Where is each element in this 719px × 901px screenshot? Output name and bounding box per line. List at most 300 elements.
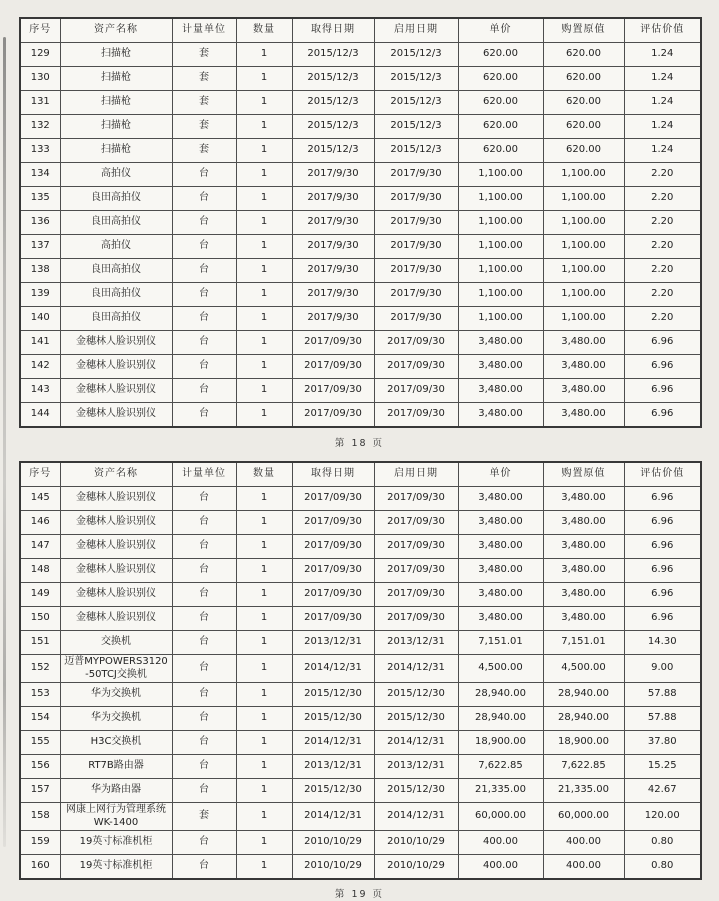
cell: 620.00: [458, 67, 543, 91]
cell: 台: [172, 583, 236, 607]
cell: 良田高拍仪: [60, 187, 172, 211]
cell: 28,940.00: [458, 683, 543, 707]
cell: 1: [236, 607, 292, 631]
cell: 3,480.00: [543, 379, 624, 403]
cell: 扫描枪: [60, 43, 172, 67]
asset-table-page-18: [19, 17, 702, 428]
cell: 高拍仪: [60, 163, 172, 187]
table-row: [20, 779, 701, 803]
cell: 620.00: [458, 91, 543, 115]
cell: 2014/12/31: [374, 803, 458, 831]
cell: 140: [20, 307, 60, 331]
cell: 2015/12/30: [374, 779, 458, 803]
cell: 14.30: [624, 631, 701, 655]
cell: 网康上网行为管理系统WK-1400: [60, 803, 172, 831]
cell: 1: [236, 831, 292, 855]
cell: 3,480.00: [543, 487, 624, 511]
cell: 1: [236, 355, 292, 379]
cell: 6.96: [624, 511, 701, 535]
cell: 4,500.00: [543, 655, 624, 683]
cell: 金穗林人脸识别仪: [60, 511, 172, 535]
cell: 1,100.00: [543, 307, 624, 331]
cell: 台: [172, 831, 236, 855]
cell: 1: [236, 559, 292, 583]
table-row: [20, 631, 701, 655]
cell: 1,100.00: [543, 187, 624, 211]
cell: 交换机: [60, 631, 172, 655]
cell: 1: [236, 91, 292, 115]
cell: 6.96: [624, 487, 701, 511]
cell: 2017/9/30: [374, 187, 458, 211]
cell: 1: [236, 487, 292, 511]
table-row: [20, 259, 701, 283]
cell: 3,480.00: [543, 607, 624, 631]
cell: 2013/12/31: [374, 755, 458, 779]
cell: 华为交换机: [60, 683, 172, 707]
table-row: [20, 487, 701, 511]
cell: 金穗林人脸识别仪: [60, 331, 172, 355]
cell: 套: [172, 115, 236, 139]
cell: 套: [172, 803, 236, 831]
cell: 1: [236, 855, 292, 880]
cell: 台: [172, 511, 236, 535]
cell: 2017/9/30: [292, 283, 374, 307]
cell: 3,480.00: [543, 403, 624, 428]
cell: 1,100.00: [458, 211, 543, 235]
cell: 2017/9/30: [292, 259, 374, 283]
table-row: [20, 115, 701, 139]
cell: 155: [20, 731, 60, 755]
cell: 131: [20, 91, 60, 115]
cell: 台: [172, 855, 236, 880]
table-row: [20, 379, 701, 403]
table-row: [20, 43, 701, 67]
cell: 153: [20, 683, 60, 707]
cell: 158: [20, 803, 60, 831]
cell: 金穗林人脸识别仪: [60, 583, 172, 607]
cell: 2015/12/3: [374, 91, 458, 115]
cell: 620.00: [543, 115, 624, 139]
cell: 2017/09/30: [374, 355, 458, 379]
cell: 57.88: [624, 683, 701, 707]
cell: 18,900.00: [543, 731, 624, 755]
cell: 2010/10/29: [292, 831, 374, 855]
cell: 金穗林人脸识别仪: [60, 355, 172, 379]
cell: 130: [20, 67, 60, 91]
cell: 台: [172, 655, 236, 683]
cell: 2015/12/30: [374, 707, 458, 731]
cell: 6.96: [624, 331, 701, 355]
cell: 148: [20, 559, 60, 583]
table-row: [20, 683, 701, 707]
cell: 1,100.00: [458, 235, 543, 259]
cell: 1: [236, 259, 292, 283]
cell: 400.00: [543, 831, 624, 855]
cell: 良田高拍仪: [60, 259, 172, 283]
table-row: [20, 283, 701, 307]
cell: 2.20: [624, 235, 701, 259]
cell: 金穗林人脸识别仪: [60, 607, 172, 631]
cell: 2015/12/3: [374, 67, 458, 91]
cell: 0.80: [624, 855, 701, 880]
cell: 2014/12/31: [292, 655, 374, 683]
cell: 2015/12/30: [292, 683, 374, 707]
cell: 高拍仪: [60, 235, 172, 259]
cell: 1: [236, 115, 292, 139]
cell: 2017/09/30: [374, 331, 458, 355]
cell: 137: [20, 235, 60, 259]
cell: 21,335.00: [458, 779, 543, 803]
cell: 2017/09/30: [374, 379, 458, 403]
cell: 台: [172, 235, 236, 259]
cell: 1: [236, 235, 292, 259]
cell: 台: [172, 779, 236, 803]
cell: 2017/09/30: [292, 355, 374, 379]
cell: 金穗林人脸识别仪: [60, 535, 172, 559]
cell: 134: [20, 163, 60, 187]
table-row: [20, 139, 701, 163]
cell: 1,100.00: [458, 187, 543, 211]
cell: 华为交换机: [60, 707, 172, 731]
cell: 1,100.00: [458, 259, 543, 283]
cell: 套: [172, 43, 236, 67]
cell: 1: [236, 331, 292, 355]
cell: 扫描枪: [60, 91, 172, 115]
cell: 145: [20, 487, 60, 511]
cell: 1: [236, 187, 292, 211]
cell: RT7B路由器: [60, 755, 172, 779]
cell: 2017/09/30: [292, 607, 374, 631]
cell: 2013/12/31: [292, 755, 374, 779]
cell: 1.24: [624, 91, 701, 115]
cell: 1.24: [624, 139, 701, 163]
cell: 1: [236, 379, 292, 403]
cell: 台: [172, 187, 236, 211]
page-number-19: 第 19 页: [334, 889, 385, 900]
cell: 3,480.00: [543, 511, 624, 535]
table-row: [20, 583, 701, 607]
cell: 135: [20, 187, 60, 211]
cell: 华为路由器: [60, 779, 172, 803]
cell: 3,480.00: [458, 355, 543, 379]
cell: 1: [236, 211, 292, 235]
cell: 扫描枪: [60, 139, 172, 163]
cell: 良田高拍仪: [60, 307, 172, 331]
cell: 620.00: [458, 43, 543, 67]
cell: 3,480.00: [458, 511, 543, 535]
cell: 2014/12/31: [374, 731, 458, 755]
cell: 3,480.00: [458, 379, 543, 403]
cell: 1: [236, 755, 292, 779]
cell: 2010/10/29: [374, 855, 458, 880]
column-header: 单价: [458, 18, 543, 43]
table-row: [20, 655, 701, 683]
cell: 2015/12/3: [374, 139, 458, 163]
cell: 28,940.00: [543, 707, 624, 731]
cell: 9.00: [624, 655, 701, 683]
cell: 4,500.00: [458, 655, 543, 683]
cell: 620.00: [458, 139, 543, 163]
table-row: [20, 803, 701, 831]
cell: 1,100.00: [458, 163, 543, 187]
cell: 146: [20, 511, 60, 535]
cell: 6.96: [624, 607, 701, 631]
cell: 1: [236, 283, 292, 307]
cell: 18,900.00: [458, 731, 543, 755]
cell: 620.00: [543, 67, 624, 91]
cell: 1: [236, 731, 292, 755]
cell: 151: [20, 631, 60, 655]
cell: 57.88: [624, 707, 701, 731]
cell: 台: [172, 331, 236, 355]
cell: 2015/12/30: [374, 683, 458, 707]
cell: 2017/9/30: [374, 163, 458, 187]
cell: 2015/12/30: [292, 707, 374, 731]
cell: 扫描枪: [60, 67, 172, 91]
cell: 2017/9/30: [292, 163, 374, 187]
cell: 152: [20, 655, 60, 683]
cell: 2017/09/30: [292, 535, 374, 559]
cell: 2017/09/30: [292, 379, 374, 403]
table-row: [20, 235, 701, 259]
cell: 3,480.00: [458, 559, 543, 583]
cell: 400.00: [543, 855, 624, 880]
cell: 台: [172, 731, 236, 755]
table-row: [20, 535, 701, 559]
table-row: [20, 211, 701, 235]
cell: 1,100.00: [543, 163, 624, 187]
cell: 7,622.85: [458, 755, 543, 779]
cell: 台: [172, 683, 236, 707]
cell: 台: [172, 707, 236, 731]
cell: 160: [20, 855, 60, 880]
cell: 19英寸标准机柜: [60, 855, 172, 880]
cell: 3,480.00: [543, 583, 624, 607]
cell: 60,000.00: [458, 803, 543, 831]
cell: 400.00: [458, 855, 543, 880]
table-row: [20, 831, 701, 855]
table-row: [20, 187, 701, 211]
cell: 金穗林人脸识别仪: [60, 403, 172, 428]
table-header-row: [20, 462, 701, 487]
cell: 2015/12/3: [292, 91, 374, 115]
page-number-18: 第 18 页: [334, 438, 385, 449]
cell: 6.96: [624, 403, 701, 428]
column-header: 数量: [236, 462, 292, 487]
cell: 套: [172, 67, 236, 91]
cell: 扫描枪: [60, 115, 172, 139]
cell: 1.24: [624, 43, 701, 67]
cell: 620.00: [458, 115, 543, 139]
cell: 2015/12/3: [292, 115, 374, 139]
column-header: 计量单位: [172, 462, 236, 487]
cell: 1,100.00: [458, 283, 543, 307]
cell: 1: [236, 511, 292, 535]
cell: 2014/12/31: [292, 731, 374, 755]
cell: 台: [172, 211, 236, 235]
cell: 2017/09/30: [292, 583, 374, 607]
cell: 6.96: [624, 355, 701, 379]
cell: 1: [236, 163, 292, 187]
cell: 1,100.00: [543, 235, 624, 259]
cell: 37.80: [624, 731, 701, 755]
cell: 132: [20, 115, 60, 139]
table-row: [20, 163, 701, 187]
table-row: [20, 91, 701, 115]
cell: 139: [20, 283, 60, 307]
cell: 2017/9/30: [292, 187, 374, 211]
cell: 129: [20, 43, 60, 67]
cell: 良田高拍仪: [60, 283, 172, 307]
cell: 400.00: [458, 831, 543, 855]
cell: 2.20: [624, 211, 701, 235]
cell: 1: [236, 403, 292, 428]
cell: 2017/09/30: [292, 487, 374, 511]
column-header: 启用日期: [374, 18, 458, 43]
cell: 2017/9/30: [374, 307, 458, 331]
table-row: [20, 511, 701, 535]
cell: 1.24: [624, 115, 701, 139]
table-row: [20, 855, 701, 880]
cell: 2014/12/31: [292, 803, 374, 831]
cell: 台: [172, 259, 236, 283]
cell: 台: [172, 307, 236, 331]
cell: 6.96: [624, 535, 701, 559]
cell: 144: [20, 403, 60, 428]
cell: 1: [236, 683, 292, 707]
cell: 2017/9/30: [374, 211, 458, 235]
cell: 台: [172, 631, 236, 655]
cell: 3,480.00: [543, 331, 624, 355]
cell: 2017/09/30: [374, 403, 458, 428]
cell: H3C交换机: [60, 731, 172, 755]
cell: 620.00: [543, 139, 624, 163]
table-row: [20, 355, 701, 379]
cell: 2017/9/30: [292, 235, 374, 259]
cell: 2017/09/30: [374, 511, 458, 535]
cell: 150: [20, 607, 60, 631]
scan-artifact-left-edge: [3, 37, 6, 847]
cell: 1.24: [624, 67, 701, 91]
cell: 2015/12/3: [292, 43, 374, 67]
cell: 2015/12/3: [292, 139, 374, 163]
cell: 7,151.01: [458, 631, 543, 655]
cell: 金穗林人脸识别仪: [60, 379, 172, 403]
cell: 1: [236, 583, 292, 607]
cell: 2017/09/30: [292, 511, 374, 535]
cell: 0.80: [624, 831, 701, 855]
cell: 2015/12/3: [374, 43, 458, 67]
cell: 156: [20, 755, 60, 779]
cell: 2010/10/29: [292, 855, 374, 880]
column-header: 购置原值: [543, 462, 624, 487]
cell: 2015/12/30: [292, 779, 374, 803]
cell: 28,940.00: [543, 683, 624, 707]
cell: 2017/09/30: [292, 331, 374, 355]
table-row: [20, 731, 701, 755]
cell: 台: [172, 355, 236, 379]
cell: 2015/12/3: [374, 115, 458, 139]
cell: 2017/9/30: [374, 283, 458, 307]
cell: 金穗林人脸识别仪: [60, 487, 172, 511]
cell: 143: [20, 379, 60, 403]
cell: 19英寸标准机柜: [60, 831, 172, 855]
cell: 154: [20, 707, 60, 731]
cell: 台: [172, 403, 236, 428]
cell: 2013/12/31: [292, 631, 374, 655]
cell: 15.25: [624, 755, 701, 779]
cell: 3,480.00: [543, 355, 624, 379]
column-header: 取得日期: [292, 462, 374, 487]
cell: 台: [172, 607, 236, 631]
cell: 2.20: [624, 187, 701, 211]
cell: 620.00: [543, 91, 624, 115]
cell: 1,100.00: [458, 307, 543, 331]
column-header: 单价: [458, 462, 543, 487]
cell: 620.00: [543, 43, 624, 67]
cell: 2017/09/30: [374, 535, 458, 559]
cell: 159: [20, 831, 60, 855]
column-header: 评估价值: [624, 18, 701, 43]
cell: 2.20: [624, 283, 701, 307]
table-header-row: [20, 18, 701, 43]
cell: 60,000.00: [543, 803, 624, 831]
column-header: 序号: [20, 462, 60, 487]
table-row: [20, 67, 701, 91]
table-row: [20, 607, 701, 631]
cell: 3,480.00: [543, 535, 624, 559]
asset-table-page-19: [19, 461, 702, 880]
cell: 2013/12/31: [374, 631, 458, 655]
table-row: [20, 559, 701, 583]
column-header: 资产名称: [60, 462, 172, 487]
cell: 1,100.00: [543, 211, 624, 235]
cell: 21,335.00: [543, 779, 624, 803]
cell: 28,940.00: [458, 707, 543, 731]
cell: 1: [236, 307, 292, 331]
cell: 6.96: [624, 379, 701, 403]
table-row: [20, 307, 701, 331]
cell: 6.96: [624, 583, 701, 607]
cell: 台: [172, 755, 236, 779]
cell: 台: [172, 487, 236, 511]
cell: 3,480.00: [458, 403, 543, 428]
cell: 1,100.00: [543, 259, 624, 283]
cell: 42.67: [624, 779, 701, 803]
table-row: [20, 403, 701, 428]
cell: 3,480.00: [458, 487, 543, 511]
cell: 台: [172, 379, 236, 403]
column-header: 序号: [20, 18, 60, 43]
cell: 迈普MYPOWERS3120-50TCJ交换机: [60, 655, 172, 683]
cell: 2017/9/30: [374, 235, 458, 259]
cell: 2017/9/30: [292, 211, 374, 235]
cell: 138: [20, 259, 60, 283]
cell: 1: [236, 631, 292, 655]
column-header: 评估价值: [624, 462, 701, 487]
cell: 良田高拍仪: [60, 211, 172, 235]
cell: 142: [20, 355, 60, 379]
cell: 套: [172, 139, 236, 163]
cell: 3,480.00: [458, 583, 543, 607]
cell: 3,480.00: [458, 535, 543, 559]
cell: 7,151.01: [543, 631, 624, 655]
cell: 1: [236, 779, 292, 803]
cell: 2017/09/30: [374, 583, 458, 607]
cell: 台: [172, 559, 236, 583]
cell: 136: [20, 211, 60, 235]
cell: 金穗林人脸识别仪: [60, 559, 172, 583]
